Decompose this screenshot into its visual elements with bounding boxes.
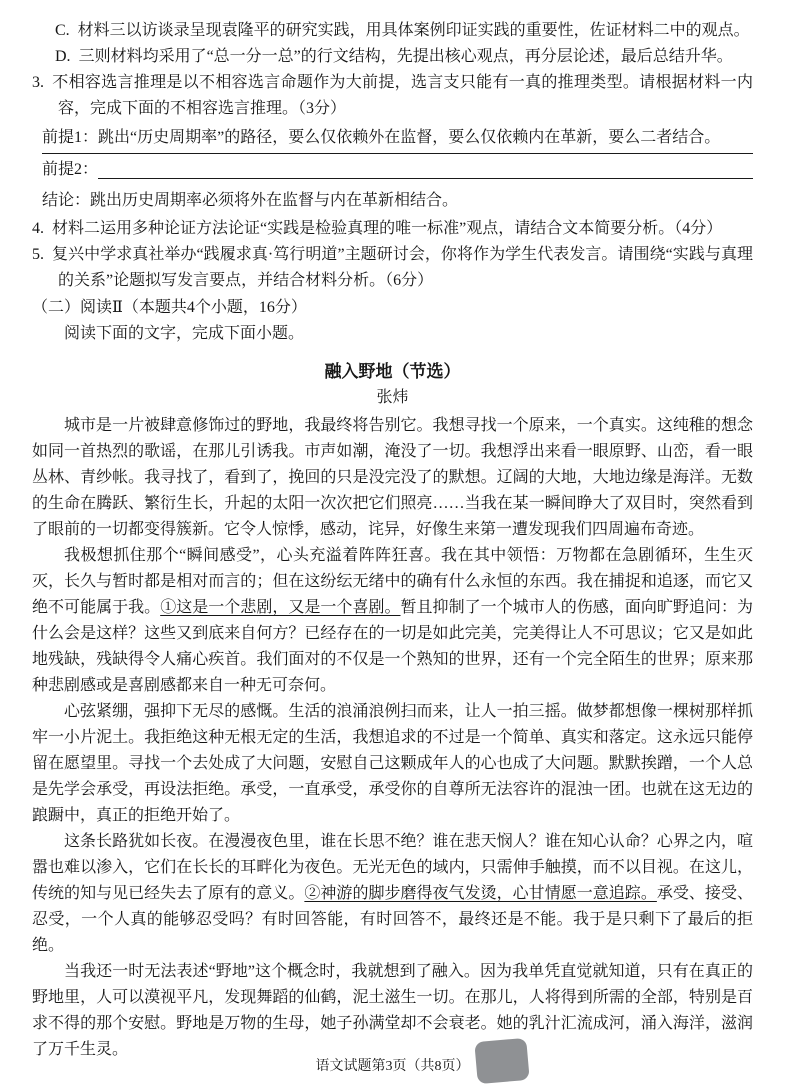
essay-title: 融入野地（节选） [324,362,461,381]
page-footer: 语文试题第3页（共8页） [315,1059,470,1074]
paragraph-3-text: 心弦紧绷，强抑下无尽的感慨。生活的浪涌浪例扫而来，让人一拍三摇。做梦都想像一棵树那样抓牢一小片泥土。我拒绝这种无根无定的生活，我想追求的不过是一个简单、真实和落定。这永远只能停留在愿望里。寻找一个去处成了大问题，安慰自己这颗成年人的心也成了大问题。默默挨蹭，一个人总是先学会承受，再设法拒绝。承受，一直承受，承受你的自尊所无法容许的混浊一团。也就在这无边的踉蹰中，真正的拒绝开始了。 [32,703,753,824]
essay-paragraph-5 [32,959,753,1063]
section-instruction: 阅读下面的文字，完成下面小题。 [64,325,305,342]
option-c [55,18,753,44]
conclusion-line [42,185,753,216]
section-heading: （二）阅读Ⅱ（本题共4个小题，16分） [32,299,307,316]
essay-paragraph-4 [32,829,753,959]
premise-1-text: 跳出“历史周期率”的路径，要么仅依赖外在监督，要么仅依赖内在革新，要么二者结合。 [98,129,721,146]
question-3 [32,70,753,122]
question-4 [32,216,753,242]
option-c-text: 材料三以访谈录呈现袁隆平的研究实践，用具体案例印证实践的重要性，佐证材料二中的观点。 [77,22,750,39]
paragraph-2-text-post: 暂且抑制了一个城市人的伤感，面向旷野追问：为什么会是这样？这些又到底来自何方？已经存在的一切是如此完美，完美得让人不可思议；它又是如此地残缺，残缺得令人痛心疾首。我们面对的不仅是一个熟知的世界，还有一个完全陌生的世界；原来那种悲剧感或是喜剧感都来自一种无可奈何。 [32,599,753,694]
option-d-label: D. [55,48,71,65]
paragraph-4-text-post: 承受、接受、忍受，一个人真的能够忍受吗？有时回答能，有时回答不，最终还是不能。我于是只剩下了最后的拒绝。 [32,885,753,954]
option-d [55,44,753,70]
premise-2-label: 前提2： [42,161,99,178]
question-5 [32,242,753,294]
essay-paragraph-3 [32,699,753,829]
premise-1-label: 前提1： [42,129,99,146]
conclusion-label: 结论： [42,192,91,209]
question-3-text: 不相容选言推理是以不相容选言命题作为大前提，选言支只能有一真的推理类型。请根据材料一内容，完成下面的不相容选言推理。（3分） [52,74,753,117]
scan-artifact [474,1038,529,1084]
essay-paragraph-2 [32,543,753,699]
question-4-number: 4. [32,220,44,237]
paragraph-5-text: 当我还一时无法表述“野地”这个概念时，我就想到了融入。因为我单凭直觉就知道，只有在真正的野地里，人可以漠视平凡，发现舞蹈的仙鹤，泥土滋生一切。在那儿，人将得到所需的全部，特别是百求不得的那个安慰。野地是万物的生母，她子孙满堂却不会衰老。她的乳汁汇流成河，涌入海洋，滋润了万千生灵。 [32,963,753,1058]
essay-author: 张炜 [376,389,409,406]
question-5-number: 5. [32,246,44,263]
question-5-text: 复兴中学求真社举办“践履求真·笃行明道”主题研讨会，你将作为学生代表发言。请围绕“实践与真理的关系”论题拟写发言要点，并结合材料分析。（6分） [52,246,753,289]
underlined-sentence-1: ①这是一个悲剧，又是一个喜剧。 [160,599,401,616]
paragraph-2-text-pre: 我极想抓住那个“瞬间感受”，心头充溢着阵阵狂喜。我在其中领悟：万物都在急剧循环，生生灭灭，长久与暂时都是相对而言的；但在这纷纭无绪中的确有什么永恒的东西。我在捕捉和追逐，而它又绝不可能属于我。 [32,547,753,616]
underlined-sentence-2: ②神游的脚步磨得夜气发烫，心甘情愿一意追踪。 [304,885,657,902]
option-d-text: 三则材料均采用了“总一分一总”的行文结构，先提出核心观点，再分层论述，最后总结升华。 [78,48,733,65]
conclusion-text: 跳出历史周期率必须将外在监督与内在革新相结合。 [90,192,459,209]
premise-2-line [42,154,753,185]
question-4-text: 材料二运用多种论证方法论证“实践是检验真理的唯一标准”观点，请结合文本简要分析。（4分） [52,220,723,237]
premise-2-blank-line [98,154,753,179]
paragraph-4-text-pre: 这条长路犹如长夜。在漫漫夜色里，谁在长思不绝？谁在悲天悯人？谁在知心认命？心界之内，喧嚣也难以渗入，它们在长长的耳畔化为夜色。无光无色的域内，只需伸手触摸，而不以目视。在这儿，传统的知与见已经失去了原有的意义。 [32,833,753,902]
paragraph-1-text: 城市是一片被肆意修饰过的野地，我最终将告别它。我想寻找一个原来，一个真实。这纯稚的想念如同一首热烈的歌谣，在那儿引诱我。市声如潮，淹没了一切。我想浮出来看一眼原野、山峦，看一眼丛林、青纱帐。我寻找了，看到了，挽回的只是没完没了的默想。辽阔的大地，大地边缘是海洋。无数的生命在腾跃、繁衍生长，升起的太阳一次次把它们照亮……当我在某一瞬间睁大了双目时，突然看到了眼前的一切都变得簇新。它令人惊悸，感动，诧异，好像生来第一遭发现我们四周遍布奇迹。 [32,417,753,538]
option-c-label: C. [55,22,70,39]
question-3-number: 3. [32,74,44,91]
premise-1-line [42,122,753,154]
essay-paragraph-1 [32,413,753,543]
